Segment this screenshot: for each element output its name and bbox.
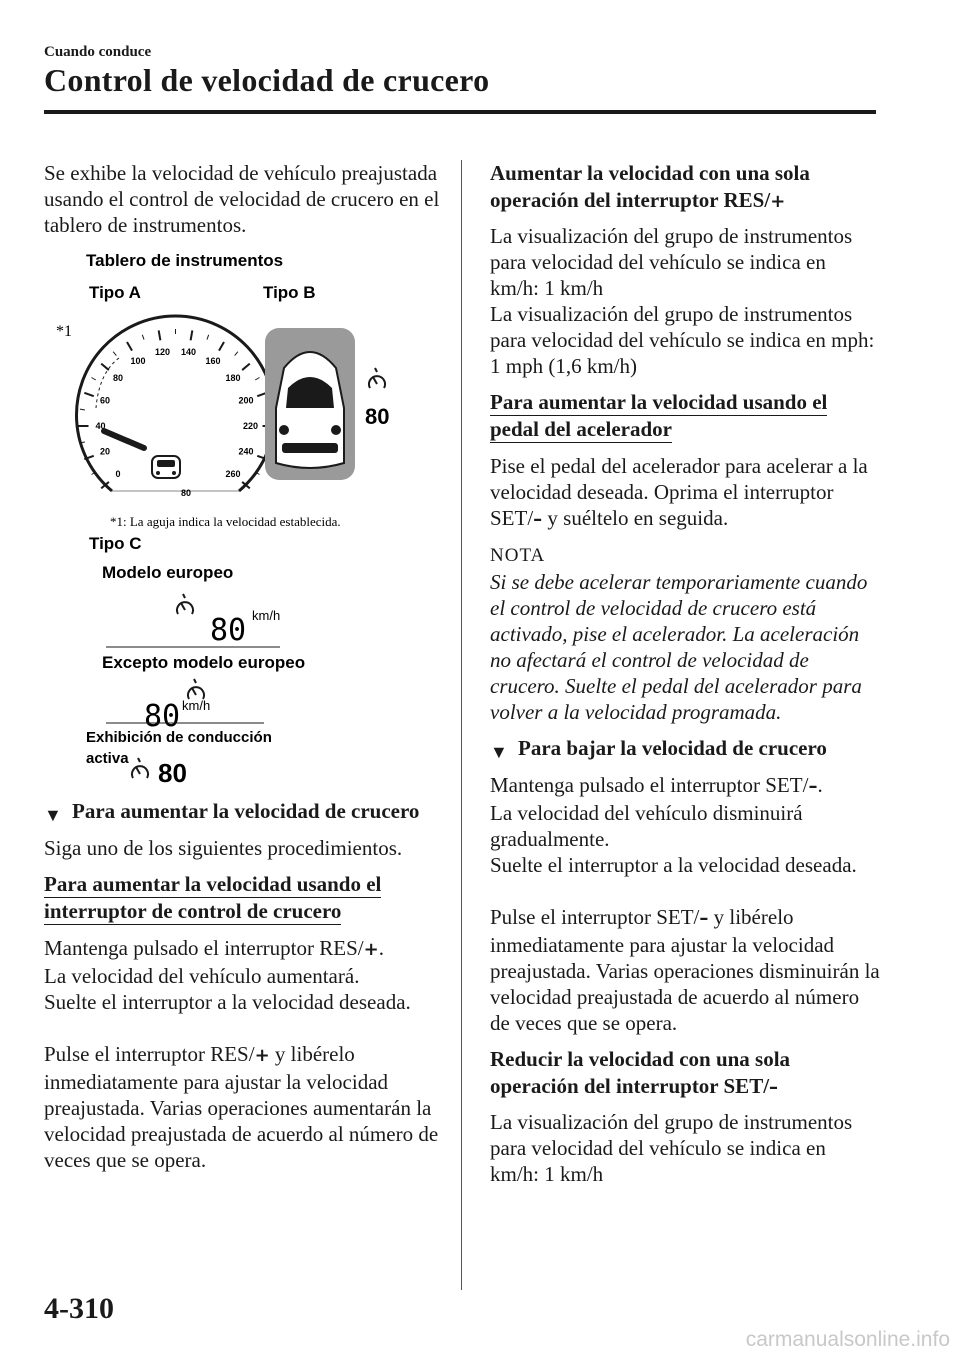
- active-driving-svg: [44, 720, 444, 784]
- column-divider: [461, 160, 462, 1290]
- disminuira-paragraph: La velocidad del vehículo disminuirá gradualmente.: [490, 801, 803, 851]
- heading-una-sola-set-text: Reducir la velocidad con una sola operación del interruptor SET/: [490, 1047, 791, 1098]
- gauge-tick: [207, 335, 209, 340]
- plus-icon: +: [363, 939, 379, 960]
- tipo-b-speed: 80: [365, 404, 390, 429]
- gauge-tick: [113, 352, 116, 356]
- gauge-tick-label: 0: [115, 469, 121, 480]
- heading-una-sola-res-text: Aumentar la velocidad con una sola operación del interruptor RES/: [490, 161, 810, 212]
- pise-text: Pise el pedal del acelerador para acelerar a la velocidad deseada. Oprima el interruptor SET/: [490, 454, 868, 530]
- suelte-set-paragraph: Suelte el interruptor a la velocidad deseada.: [490, 853, 857, 877]
- pulse-set-rest: y libérelo inmediatamente para ajustar la velocidad preajustada. Varias operaciones disminuirán la velocidad preajustada de acuerdo al número de veces que se opera.: [490, 905, 880, 1035]
- europe-unit: km/h: [252, 608, 281, 623]
- gauge-tick-label: 80: [113, 372, 124, 383]
- mantenga-set-paragraph: [490, 772, 880, 800]
- tipo-b-display: [265, 328, 355, 480]
- plus-icon: +: [770, 191, 786, 212]
- kmh2-paragraph: La visualización del grupo de instrumentos para velocidad del vehículo se indica en km/h: 1 km/h: [490, 1110, 853, 1186]
- instrument-figure-svg: [44, 248, 444, 728]
- speedometer-gauge: [77, 316, 275, 498]
- gauge-tick-label: 160: [205, 356, 221, 367]
- minus-icon: –: [699, 908, 709, 929]
- triangle-marker-icon: ▼: [44, 805, 62, 825]
- gauge-tick-label: 200: [238, 395, 254, 406]
- triangle-marker-icon: ▼: [490, 742, 508, 762]
- heading-una-sola-res: [490, 160, 880, 215]
- pulse-set-text: Pulse el interruptor SET/: [490, 905, 700, 929]
- cruise-icon: [369, 368, 385, 388]
- speedometer-needle: [104, 431, 144, 448]
- gauge-readout: 80: [181, 488, 192, 498]
- velocidad-aumentara-paragraph: La velocidad del vehículo aumentará.: [44, 964, 360, 988]
- exhibicion-line1: Exhibición de conducción: [86, 729, 272, 746]
- pulse-res-rest: y libérelo inmediatamente para ajustar la velocidad preajustada. Varias operaciones aumentarán la velocidad preajustada de acuerdo al número de veces que se opera.: [44, 1042, 439, 1172]
- intro-paragraph: Se exhibe la velocidad de vehículo preajustada usando el control de velocidad de crucero en el tablero de instrumentos.: [44, 161, 440, 237]
- gauge-tick: [142, 335, 144, 340]
- suelte-paragraph: Suelte el interruptor a la velocidad deseada.: [44, 990, 411, 1014]
- gauge-tick-label: 180: [225, 372, 241, 383]
- gauge-tick: [219, 342, 224, 351]
- section-label: Cuando conduce: [44, 44, 152, 60]
- heading-una-sola-set: [490, 1046, 880, 1101]
- gauge-tick-label: 140: [181, 347, 197, 358]
- active-driving-display: [44, 720, 444, 784]
- minus-icon: –: [533, 509, 543, 530]
- figure-footnote: *1: La aguja indica la velocidad establecida.: [110, 514, 341, 529]
- star-note-marker: *1: [56, 323, 72, 340]
- gauge-tick-label: 120: [154, 347, 170, 358]
- heading-bajar-text: Para bajar la velocidad de crucero: [518, 736, 827, 760]
- figure-heading: Tablero de instrumentos: [86, 251, 284, 270]
- gauge-tick-label: 60: [100, 395, 111, 406]
- gauge-tick: [159, 330, 161, 340]
- minus-icon: –: [769, 1077, 779, 1098]
- right-column: [490, 160, 880, 1187]
- page-number: 4-310: [44, 1292, 114, 1325]
- instrument-figure: [44, 248, 444, 728]
- gauge-tick-label: 240: [238, 446, 254, 457]
- car-icon: [152, 456, 180, 478]
- heading-aumentar: [44, 798, 444, 825]
- gauge-tick: [127, 342, 132, 351]
- minus-icon: –: [808, 776, 818, 797]
- gauge-tick-label: 100: [130, 356, 146, 367]
- pulse-res-paragraph: [44, 1041, 444, 1173]
- gauge-tick: [255, 378, 259, 381]
- plus-icon: +: [254, 1045, 270, 1066]
- title-rule: [44, 110, 876, 114]
- nota-paragraph: Si se debe acelerar temporariamente cuando el control de velocidad de crucero está activado, pise el acelerador. La aceleración no afectará el control de velocidad de crucero. Suelte el pedal del acelerador para volver a la velocidad programada.: [490, 570, 868, 724]
- non-europe-unit: km/h: [182, 698, 211, 713]
- gauge-tick: [101, 364, 109, 370]
- heading-interruptor-text: Para aumentar la velocidad usando el interruptor de control de crucero: [44, 872, 382, 923]
- gauge-tick-label: 220: [242, 421, 259, 431]
- gauge-tick: [80, 409, 85, 410]
- heading-bajar: [490, 735, 880, 762]
- excepto-label: Excepto modelo europeo: [102, 653, 306, 672]
- page-title: Control de velocidad de crucero: [44, 62, 490, 98]
- left-column: [44, 160, 444, 1173]
- modelo-europeo-label: Modelo europeo: [102, 563, 234, 582]
- mantenga-set-end: .: [817, 773, 823, 797]
- mantenga-res-paragraph: [44, 935, 444, 963]
- europe-speed: 80: [210, 613, 247, 648]
- tipo-c-label: Tipo C: [89, 534, 142, 553]
- pise-paragraph: [490, 453, 880, 533]
- cruise-icon: [188, 679, 204, 699]
- non-europe-speed: 80: [144, 699, 181, 728]
- watermark: carmanualsonline.info: [745, 1328, 950, 1351]
- mph-paragraph: La visualización del grupo de instrumentos para velocidad del vehículo se indica en mph: 1 mph (1,6 km/h): [490, 302, 875, 378]
- gauge-tick-label: 40: [95, 421, 106, 431]
- cruise-icon: [132, 758, 148, 778]
- mantenga-res-text: Mantenga pulsado el interruptor RES/: [44, 936, 364, 960]
- pise-rest: y suéltelo en seguida.: [542, 506, 729, 530]
- kmh-paragraph: La visualización del grupo de instrumentos para velocidad del vehículo se indica en km/h: 1 km/h: [490, 224, 853, 300]
- exhibicion-line2: activa: [86, 750, 129, 767]
- gauge-tick: [91, 378, 95, 381]
- heading-aumentar-text: Para aumentar la velocidad de crucero: [72, 799, 420, 823]
- tipo-b-label: Tipo B: [263, 283, 316, 302]
- pulse-res-text: Pulse el interruptor RES/: [44, 1042, 255, 1066]
- active-speed: 80: [158, 758, 187, 784]
- gauge-tick-label: 20: [100, 446, 111, 457]
- pulse-set-paragraph: [490, 904, 880, 1036]
- cruise-icon: [177, 594, 193, 614]
- gauge-tick: [235, 352, 238, 356]
- heading-pedal-text: Para aumentar la velocidad usando el pedal del acelerador: [490, 390, 828, 441]
- gauge-tick: [84, 393, 93, 396]
- gauge-tick: [242, 364, 250, 370]
- gauge-tick: [191, 330, 193, 340]
- mantenga-res-end: .: [378, 936, 384, 960]
- siga-paragraph: Siga uno de los siguientes procedimientos.: [44, 836, 403, 860]
- mantenga-set-text: Mantenga pulsado el interruptor SET/: [490, 773, 809, 797]
- gauge-tick-label: 260: [225, 469, 241, 480]
- tipo-a-label: Tipo A: [89, 283, 141, 302]
- nota-label: NOTA: [490, 545, 546, 566]
- heading-pedal: [490, 389, 880, 443]
- heading-interruptor: [44, 871, 444, 925]
